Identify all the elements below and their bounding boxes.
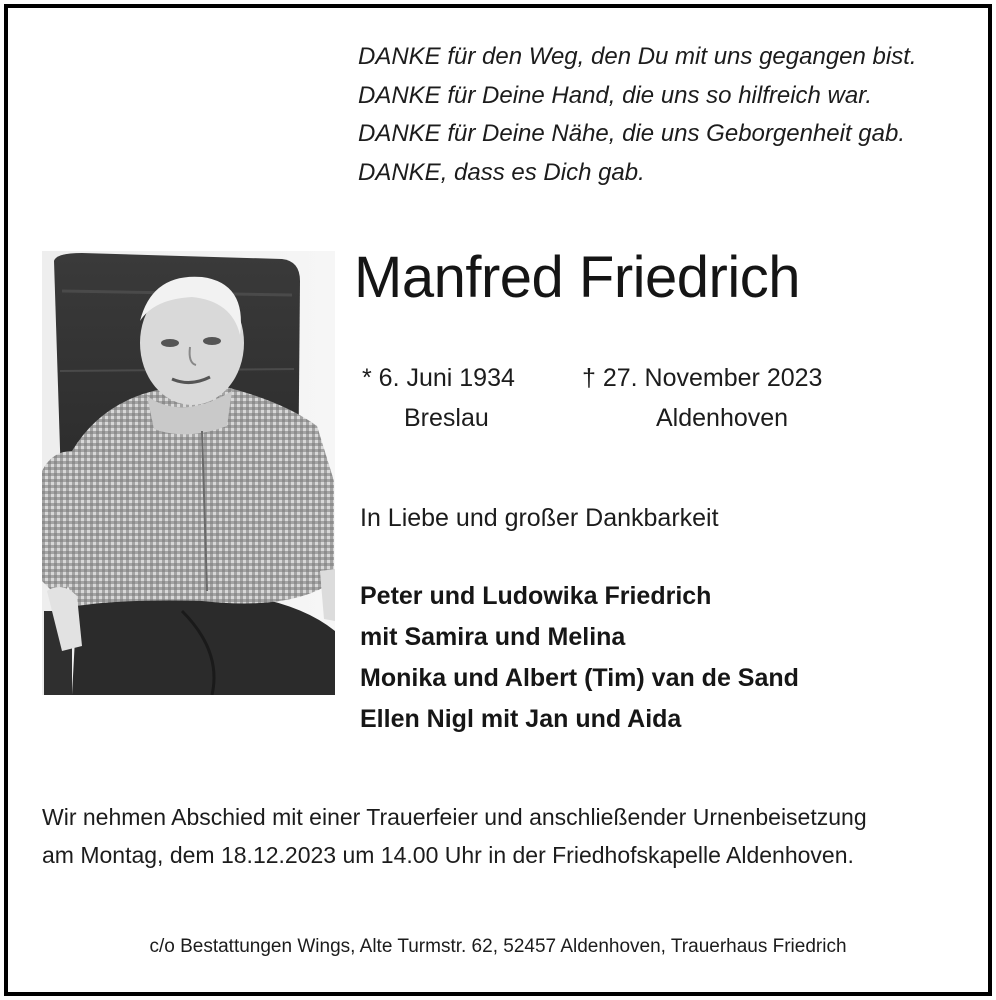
thanks-line: In Liebe und großer Dankbarkeit bbox=[360, 504, 719, 532]
family-line: Ellen Nigl mit Jan und Aida bbox=[360, 705, 682, 733]
family-line: Peter und Ludowika Friedrich bbox=[360, 582, 712, 610]
poem-line: DANKE für Deine Hand, die uns so hilfreich war. bbox=[358, 81, 873, 109]
contact-address: c/o Bestattungen Wings, Alte Turmstr. 62, 52457 Aldenhoven, Trauerhaus Friedrich bbox=[149, 936, 847, 957]
portrait-photo bbox=[42, 251, 335, 695]
family-line: Monika und Albert (Tim) van de Sand bbox=[360, 664, 799, 692]
poem-line: DANKE für Deine Nähe, die uns Geborgenheit gab. bbox=[358, 120, 905, 147]
poem bbox=[358, 38, 978, 192]
birth-date: * 6. Juni 1934 bbox=[362, 364, 515, 392]
family-line: mit Samira und Melina bbox=[360, 623, 626, 651]
birth-place: Breslau bbox=[404, 404, 489, 432]
deceased-name: Manfred Friedrich bbox=[354, 245, 800, 310]
notice-line: Wir nehmen Abschied mit einer Trauerfeier und anschließender Urnenbeisetzung bbox=[42, 804, 867, 830]
poem-line: DANKE, dass es Dich gab. bbox=[358, 158, 645, 186]
death-place: Aldenhoven bbox=[656, 404, 789, 432]
notice-line: am Montag, dem 18.12.2023 um 14.00 Uhr in der Friedhofskapelle Aldenhoven. bbox=[42, 842, 854, 868]
family-list bbox=[360, 576, 799, 740]
death-date: † 27. November 2023 bbox=[582, 364, 823, 392]
funeral-notice bbox=[42, 798, 972, 874]
poem-line: DANKE für den Weg, den Du mit uns gegangen bist. bbox=[358, 43, 917, 70]
